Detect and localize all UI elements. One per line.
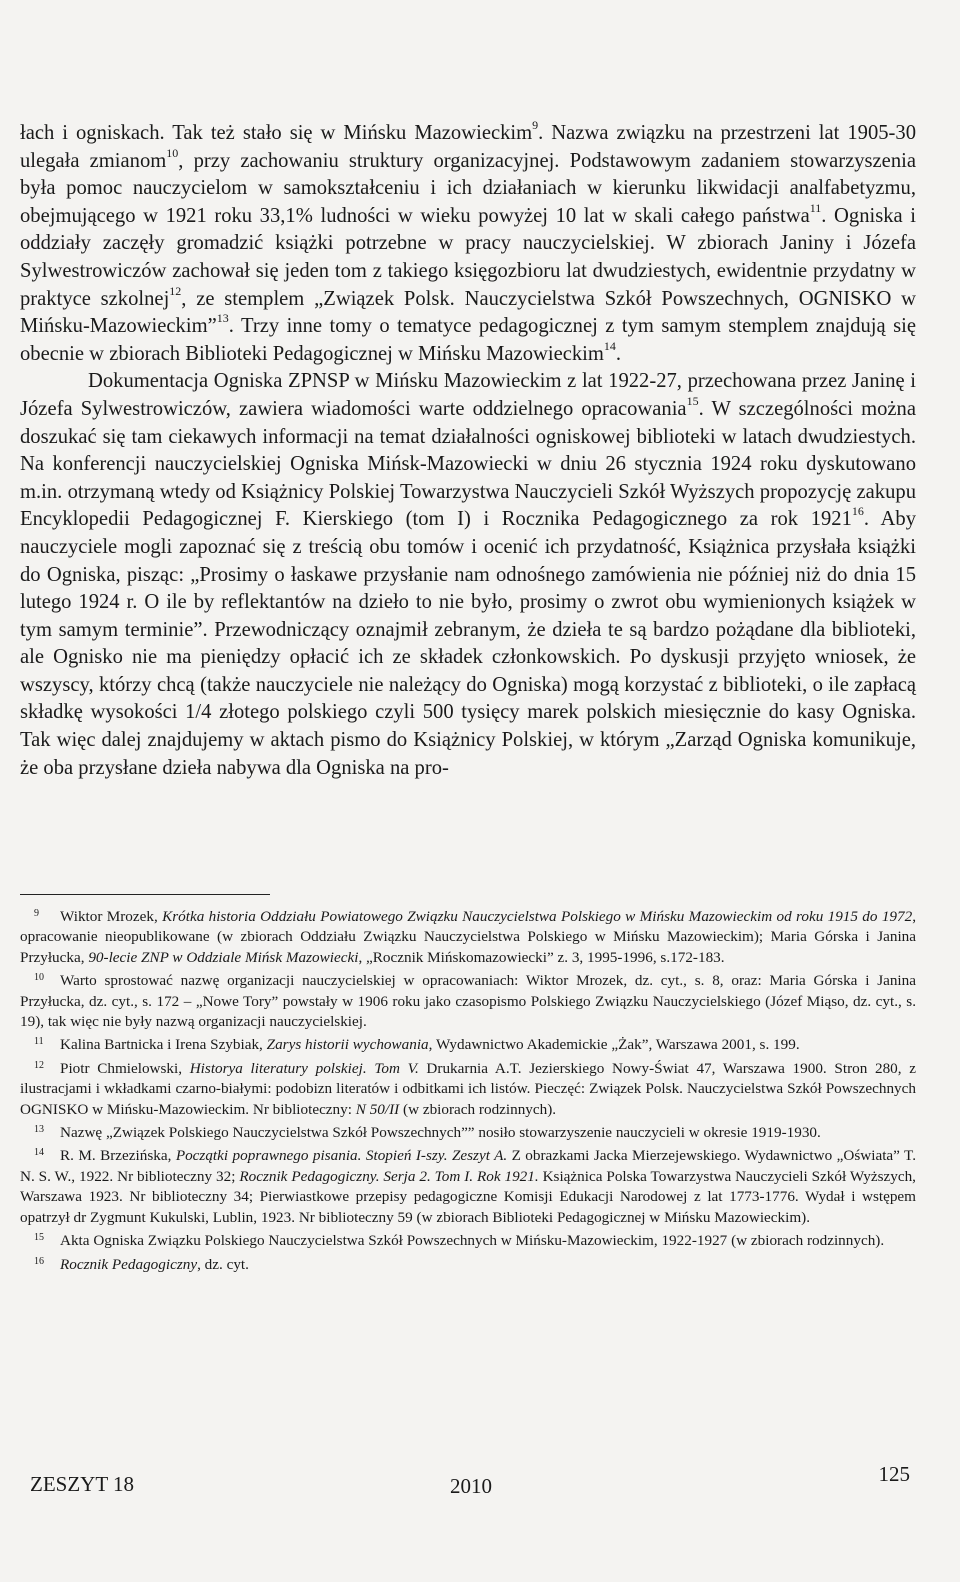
footnote-text: Nazwę „Związek Polskiego Nauczycielstwa Szkół Powszechnych”” nosiło stowarzyszenie nauczycieli w okresie 1919-1930. bbox=[60, 1124, 821, 1142]
footnote-ref: 12 bbox=[169, 283, 182, 298]
footnote bbox=[20, 1032, 916, 1055]
footnotes bbox=[20, 904, 916, 1275]
footnote-text: Wiktor Mrozek, bbox=[60, 908, 163, 925]
footnote-number: 10 bbox=[34, 972, 44, 984]
footnote-separator bbox=[20, 894, 270, 895]
document-page bbox=[20, 0, 916, 1582]
footnote-text: Warto sprostować nazwę organizacji nauczycielskiej w opracowaniach: Wiktor Mrozek, dz. cyt., s. 8, oraz: Maria Górska i Janina Przyłucka, dz. cyt., s. 172 – „Nowe Tory” powstały w 1906 roku jako czasopismo Polskiego Związku Nauczycielskiego (Józef Miąso, dz. cyt., s. 19), tak więc nie były nazwą organizacji nauczycielskiej. bbox=[20, 972, 916, 1031]
footnote-text: Z obrazkami Jacka Mierzejewskiego. Wydawnictwo „Oświata” T. N. S. W., 1922. Nr biblioteczny 32; bbox=[20, 1147, 916, 1185]
footnote bbox=[20, 968, 916, 1032]
page-footer bbox=[30, 1462, 910, 1496]
footnote-number: 16 bbox=[34, 1255, 44, 1267]
footnote-title: Zarys historii wychowania bbox=[266, 1036, 429, 1054]
footnote-number: 12 bbox=[34, 1059, 44, 1071]
footnote-text: Kalina Bartnicka i Irena Szybiak, bbox=[60, 1036, 267, 1054]
page-number: 125 bbox=[878, 1462, 910, 1486]
footnote-text: Piotr Chmielowski, bbox=[60, 1059, 190, 1077]
text-span: łach i ogniskach. Tak też stało się w Mińsku Mazowieckim bbox=[20, 122, 533, 144]
footnote-text: , Wydawnictwo Akademickie „Żak”, Warszawa 2001, s. 199. bbox=[428, 1036, 800, 1054]
footnote-number: 9 bbox=[34, 908, 39, 919]
text-span: , przy zachowaniu struktury organizacyjnej. Podstawowym zadaniem stowarzyszenia była pomoc nauczycielom w samokształceniu i ich działaniach w kierunku likwidacji analfabetyzmu, obejmującego w 1921 roku 33,1% ludności w wieku powyżej 10 lat w skali całego państwa bbox=[20, 149, 916, 227]
footnote-ref: 14 bbox=[603, 338, 616, 353]
footnote bbox=[20, 1252, 916, 1275]
footnote-number: 14 bbox=[34, 1147, 44, 1159]
footnote bbox=[20, 1120, 916, 1143]
footnote-text: (w zbiorach rodzinnych). bbox=[399, 1100, 557, 1118]
footnote bbox=[20, 1143, 916, 1228]
footnote-title: Historya literatury polskiej. Tom V. bbox=[189, 1059, 419, 1077]
paragraph-2 bbox=[20, 368, 916, 782]
journal-issue: ZESZYT 18 bbox=[30, 1472, 135, 1496]
footnote-ref: 16 bbox=[851, 504, 864, 519]
text-span: . bbox=[615, 342, 622, 365]
footnote-title: Rocznik Pedagogiczny bbox=[60, 1255, 198, 1273]
text-span: . Aby nauczyciele mogli zapoznać się z treścią obu tomów i ocenić ich przydatność, Książnica przysłała książki do Ogniska, pisząc: „Prosimy o łaskawe przysłanie nam odnośnego zamówienia nie później niż do dnia 15 lutego 1924 r. O ile by reflektantów na dzieło to nie było, prosimy o zwrot obu wymienionych książek w tym samym terminie”. Przewodniczący oznajmił zebranym, że dzieła te są bardzo pożądane dla biblioteki, ale Ognisko nie ma pieniędzy opłacić ich ze składek członkowskich. Po dyskusji przyjęto wniosek, że wszyscy, którzy chcą (także nauczyciele nie należący do Ogniska) mogą korzystać z biblioteki, o ile zapłacą składkę wysokości 1/4 złotego polskiego czyli 500 tysięcy marek polskich miesięcznie do kasy Ogniska. Tak więc dalej znajdujemy w aktach pismo do Książnicy Polskiej, w którym „Zarząd Ogniska komunikuje, że oba przysłane dzieła nabywa dla Ogniska na pro- bbox=[20, 508, 916, 779]
footnote bbox=[20, 1056, 916, 1120]
footnote-title: Krótka historia Oddziału Powiatowego Związku Nauczycielstwa Polskiego w Mińsku Mazowieckim od roku 1915 do 1972 bbox=[162, 908, 913, 925]
footnote-text: Akta Ogniska Związku Polskiego Nauczycielstwa Szkół Powszechnych w Mińsku-Mazowieckim, 1922-1927 (w zbiorach rodzinnych). bbox=[60, 1232, 885, 1250]
footnote-text: , dz. cyt. bbox=[197, 1255, 249, 1273]
footnote-ref: 9 bbox=[532, 118, 539, 133]
footnote-text: Drukarnia A.T. Jezierskiego Nowy-Świat 47, Warszawa 1900. Stron 280, z ilustracjami i wkładkami czarno-białymi: podobizn literatów i odbitkami ich listów. Pieczęć: Związek Polsk. Nauczycielstwa Szkół Powszechnych OGNISKO w Mińsku-Mazowieckim. Nr biblioteczny: bbox=[20, 1059, 917, 1118]
text-span: . W szczególności można doszukać się tam ciekawych informacji na temat działalności ogniskowej biblioteki w latach dwudziestych. Na konferencji nauczycielskiej Ogniska Mińsk-Mazowiecki w dniu 26 stycznia 1924 roku dyskutowano m.in. otrzymaną wtedy od Książnicy Polskiej Towarzystwa Nauczycieli Szkół Wyższych propozycję zakupu Encyklopedii Pedagogicznej F. Kierskiego (tom I) i Rocznika Pedagogicznego za rok 1921 bbox=[20, 397, 916, 531]
text-span: Dokumentacja Ogniska ZPNSP w Mińsku Mazowieckim z lat 1922-27, przechowana przez Janinę i Józefa Sylwestrowiczów, zawiera wiadomości warte oddzielnego opracowania bbox=[20, 370, 916, 420]
footnote-number: 15 bbox=[34, 1232, 44, 1244]
main-text bbox=[20, 120, 916, 782]
footnote bbox=[20, 1228, 916, 1251]
text-span: . Trzy inne tomy o tematyce pedagogicznej z tym samym stemplem znajdują się obecnie w zbiorach Biblioteki Pedagogicznej w Mińsku Mazowieckim bbox=[20, 315, 916, 365]
text-span: . Ogniska i oddziały zaczęły gromadzić książki potrzebne w pracy nauczycielskiej. W zbiorach Janiny i Józefa Sylwestrowiczów zachował się jeden tom z takiego księgozbioru lat dwudziestych, ewidentnie przydatny w praktyce szkolnej bbox=[20, 204, 916, 310]
footnote-number: 13 bbox=[34, 1124, 44, 1136]
footnote-text: R. M. Brzezińska, bbox=[60, 1147, 176, 1165]
footnote-number: 11 bbox=[34, 1036, 44, 1048]
footnote-ref: 10 bbox=[166, 145, 179, 160]
footnote bbox=[20, 904, 916, 968]
footnote-ref: 15 bbox=[686, 394, 699, 409]
text-span: . Nazwa związku na przestrzeni lat 1905-30 ulegała zmianom bbox=[20, 122, 916, 172]
footnote-text: , opracowanie nieopublikowane (w zbiorach Oddziału Związku Nauczycielstwa Polskiego w Mińsku Mazowieckim); Maria Górska i Janina Przyłucka, bbox=[20, 908, 916, 966]
footnote-text: Książnica Polska Towarzystwa Nauczycieli Szkół Wyższych, Warszawa 1923. Nr biblioteczny 34; Pierwiastkowe przepisy pedagogiczne Komisji Edukacji Narodowej z lat 1773-1776. Wydał i wstępem opatrzył dr Zygmunt Kukulski, Lublin, 1923. Nr biblioteczny 59 (w zbiorach Biblioteki Pedagogicznej w Mińsku Mazowieckim). bbox=[20, 1167, 916, 1226]
footnote-title: Rocznik Pedagogiczny. Serja 2. Tom I. Rok 1921. bbox=[239, 1167, 539, 1185]
footnote-title: Początki poprawnego pisania. Stopień I-szy. Zeszyt A. bbox=[175, 1147, 508, 1165]
footnote-ref: 13 bbox=[216, 311, 229, 326]
text-span: , ze stemplem „Związek Polsk. Nauczycielstwa Szkół Powszechnych, OGNISKO w Mińsku-Mazowieckim” bbox=[20, 287, 917, 338]
paragraph-1 bbox=[20, 120, 916, 368]
footnote-title: 90-lecie ZNP w Oddziale Mińsk Mazowiecki bbox=[88, 948, 359, 966]
footnote-title: N 50/II bbox=[355, 1100, 400, 1118]
footnote-ref: 11 bbox=[809, 200, 822, 215]
publication-year: 2010 bbox=[450, 1474, 492, 1498]
footnote-text: , „Rocznik Mińskomazowiecki” z. 3, 1995-1996, s.172-183. bbox=[358, 948, 725, 966]
